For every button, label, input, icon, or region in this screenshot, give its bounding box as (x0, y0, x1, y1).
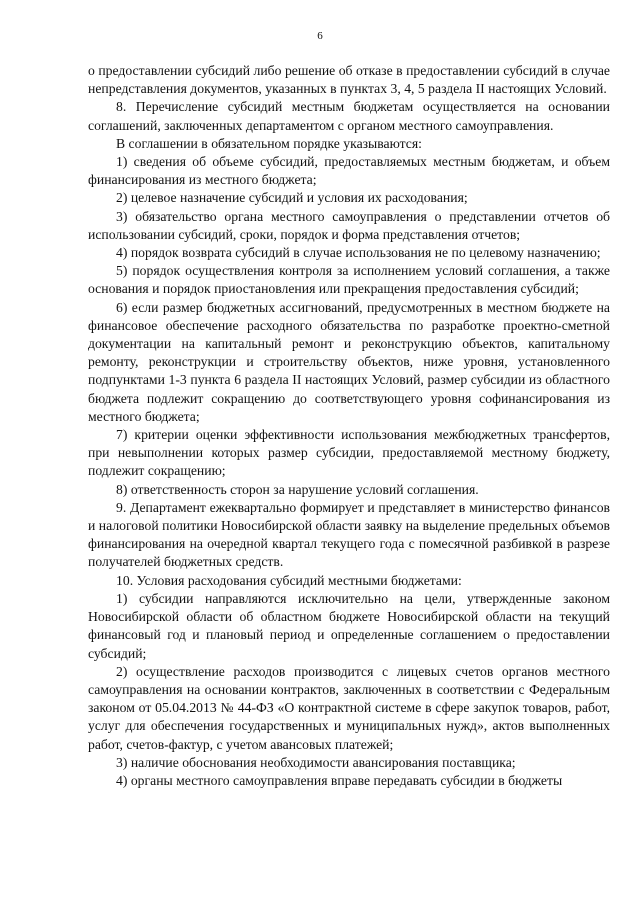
paragraph-item-10: 10. Условия расходования субсидий местными бюджетами: (116, 572, 462, 588)
condition-item-1: 1) субсидии направляются исключительно на цели, утвержденные законом Новосибирской области об областном бюджете Новосибирской области на текущий финансовый год и плановый период и определенные соглашением о предоставлении субсидий; (88, 590, 610, 661)
list-item-6: 6) если размер бюджетных ассигнований, предусмотренных в местном бюджете на финансовое обеспечение расходного обязательства по разработке проектно-сметной документации на капитальный ремонт и реконструкцию объектов, капитальному ремонту, реконструкции и строительству объектов, ниже уровня, установленного подпунктами 1-3 пункта 6 раздела II настоящих Условий, размер субсидии из областного бюджета подлежит сокращению до соответствующего уровня софинансирования из местного бюджета; (88, 299, 610, 424)
paragraph-agreement-intro: В соглашении в обязательном порядке указываются: (116, 135, 422, 151)
condition-item-4: 4) органы местного самоуправления вправе передавать субсидии в бюджеты (116, 772, 563, 788)
list-item-7: 7) критерии оценки эффективности использования межбюджетных трансфертов, при невыполнении которых размер субсидии, предоставляемой местному бюджету, подлежит сокращению; (88, 427, 610, 479)
paragraph-item-8: 8. Перечисление субсидий местным бюджетам осуществляется на основании соглашений, заключенных департаментом с органом местного самоуправления. (88, 99, 610, 133)
list-item-5: 5) порядок осуществления контроля за исполнением условий соглашения, а также основания и порядок приостановления или прекращения предоставления субсидий; (88, 263, 610, 297)
list-item-4: 4) порядок возврата субсидий в случае использования не по целевому назначению; (116, 245, 601, 261)
document-body (88, 62, 610, 790)
list-item-2: 2) целевое назначение субсидий и условия их расходования; (116, 190, 468, 206)
list-item-3: 3) обязательство органа местного самоуправления о представлении отчетов об использовании субсидий, сроки, порядок и форма представления отчетов; (88, 208, 610, 242)
list-item-8: 8) ответственность сторон за нарушение условий соглашения. (116, 481, 479, 497)
condition-item-2: 2) осуществление расходов производится с лицевых счетов органов местного самоуправления на основании контрактов, заключенных в соответствии с Федеральным законом от 05.04.2013 № 44-ФЗ «О контрактной системе в сфере закупок товаров, работ, услуг для обеспечения государственных и муниципальных нужд», актов выполненных работ, счетов-фактур, с учетом авансовых платежей; (88, 663, 610, 752)
page-number: 6 (317, 30, 323, 42)
list-item-1: 1) сведения об объеме субсидий, предоставляемых местным бюджетам, и объем финансирования из местного бюджета; (88, 154, 610, 188)
paragraph-item-9: 9. Департамент ежеквартально формирует и представляет в министерство финансов и налоговой политики Новосибирской области заявку на выделение предельных объемов финансирования на очередной квартал текущего года с помесячной разбивкой в разрезе получателей бюджетных средств. (88, 499, 610, 570)
condition-item-3: 3) наличие обоснования необходимости авансирования поставщика; (116, 754, 516, 770)
paragraph-continuation: о предоставлении субсидий либо решение об отказе в предоставлении субсидий в случае непредставления документов, указанных в пунктах 3, 4, 5 раздела II настоящих Условий. (88, 63, 610, 97)
